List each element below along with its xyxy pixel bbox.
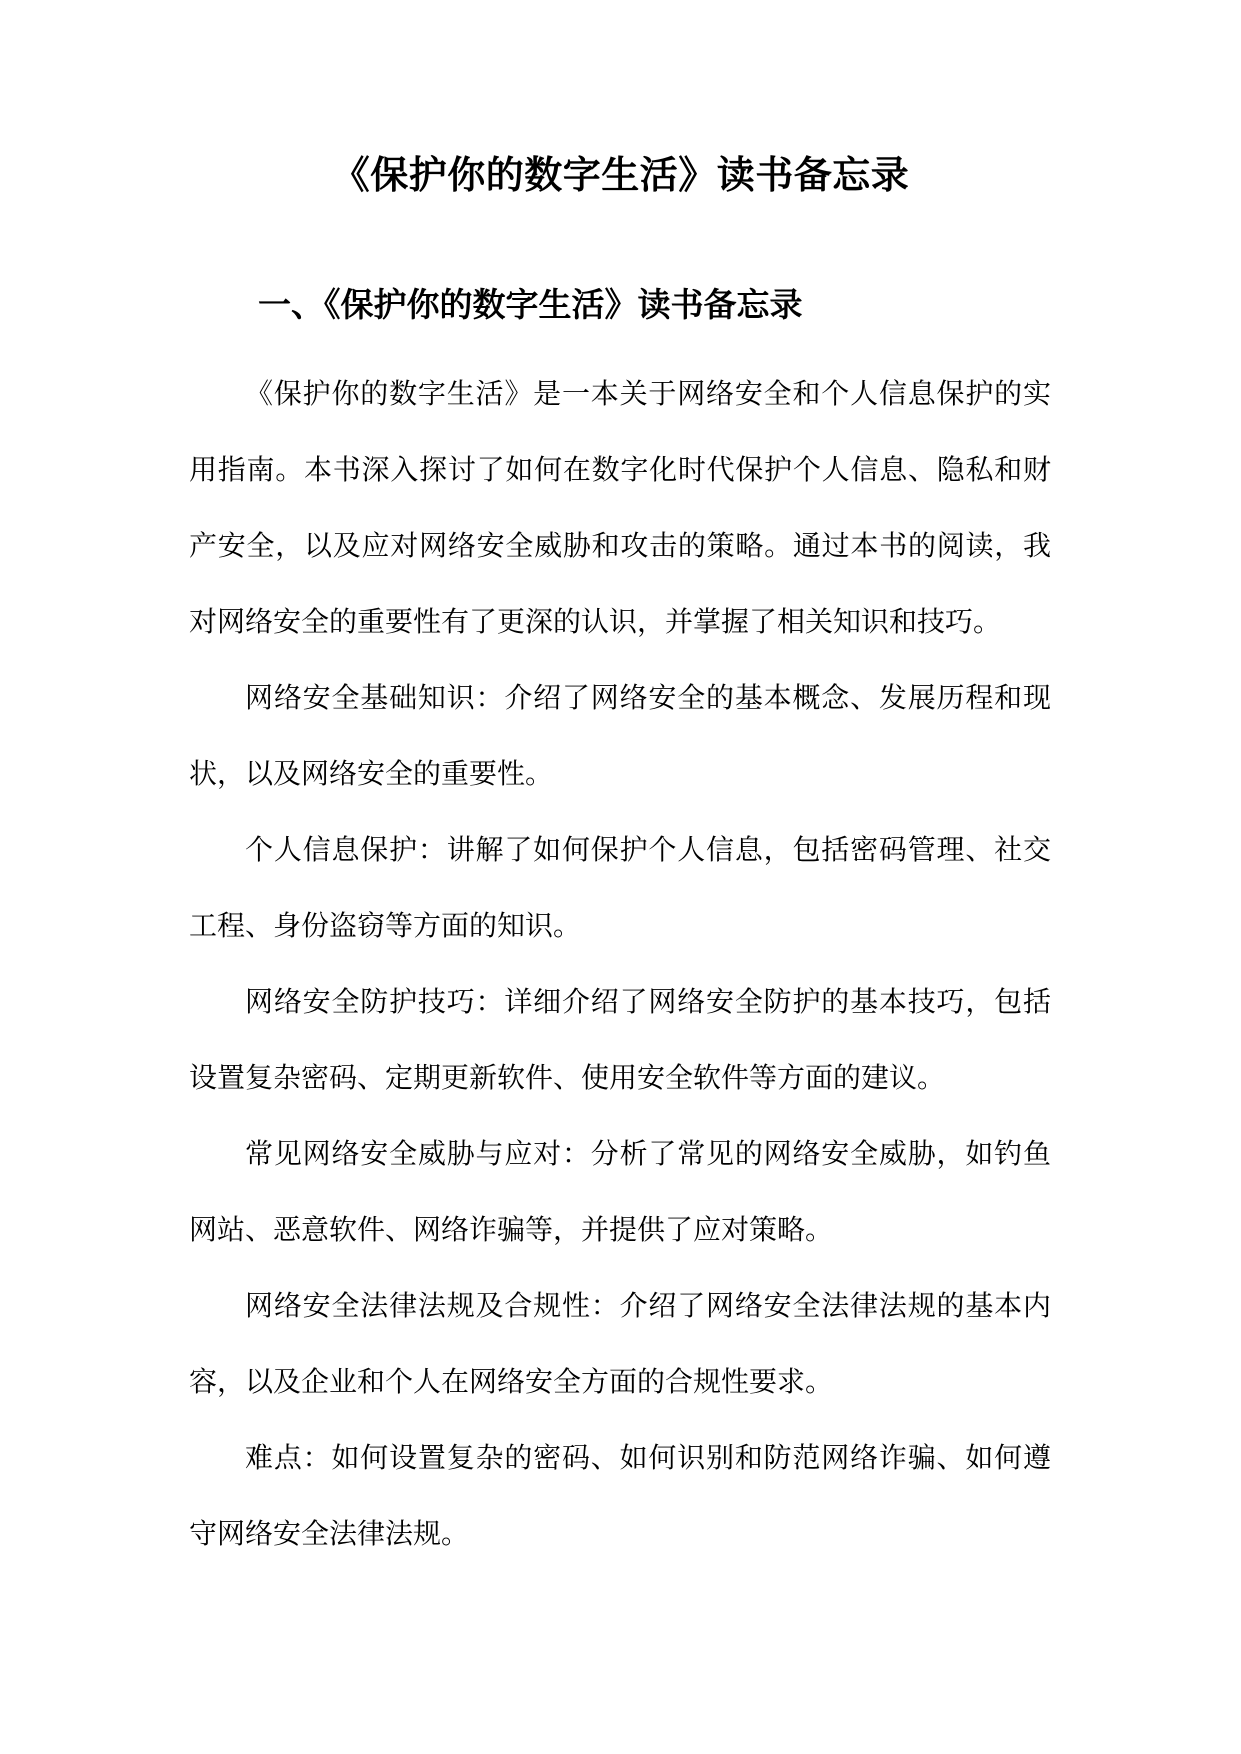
paragraph-protection-tips: 网络安全防护技巧：详细介绍了网络安全防护的基本技巧，包括设置复杂密码、定期更新软件、使用安全软件等方面的建议。 <box>189 985 1051 1094</box>
paragraph-difficulties: 难点：如何设置复杂的密码、如何识别和防范网络诈骗、如何遵守网络安全法律法规。 <box>189 1441 1051 1550</box>
paragraph-threats: 常见网络安全威胁与应对：分析了常见的网络安全威胁，如钓鱼网站、恶意软件、网络诈骗等，并提供了应对策略。 <box>189 1137 1051 1246</box>
document-title: 《保护你的数字生活》读书备忘录 <box>331 152 910 197</box>
paragraph-laws: 网络安全法律法规及合规性：介绍了网络安全法律法规的基本内容，以及企业和个人在网络安全方面的合规性要求。 <box>189 1289 1051 1398</box>
section-heading: 一、《保护你的数字生活》读书备忘录 <box>258 285 803 324</box>
document-body <box>189 356 1051 1572</box>
paragraph-personal-info: 个人信息保护：讲解了如何保护个人信息，包括密码管理、社交工程、身份盗窃等方面的知识。 <box>189 833 1051 942</box>
paragraph-intro: 《保护你的数字生活》是一本关于网络安全和个人信息保护的实用指南。本书深入探讨了如何在数字化时代保护个人信息、隐私和财产安全，以及应对网络安全威胁和攻击的策略。通过本书的阅读，我对网络安全的重要性有了更深的认识，并掌握了相关知识和技巧。 <box>189 377 1051 638</box>
paragraph-basics: 网络安全基础知识：介绍了网络安全的基本概念、发展历程和现状，以及网络安全的重要性。 <box>189 681 1051 790</box>
